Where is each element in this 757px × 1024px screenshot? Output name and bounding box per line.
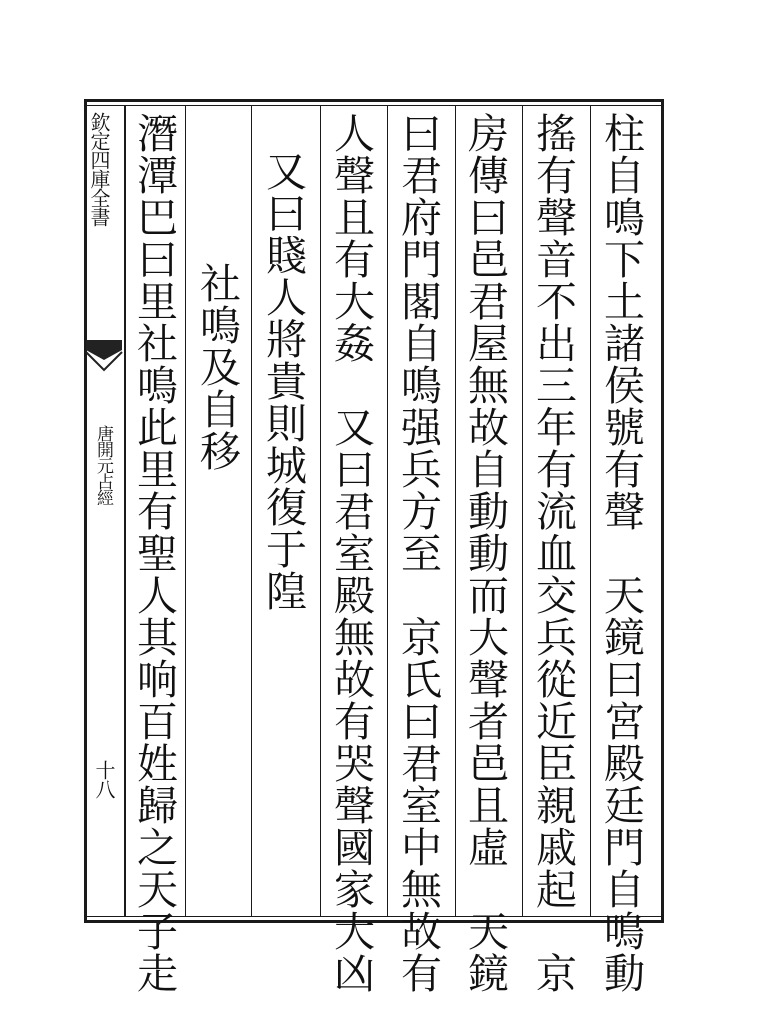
right-border <box>661 99 664 923</box>
text-column-8: 潛潭巴曰里社鳴此里有聖人其响百姓歸之天子走 <box>130 112 178 994</box>
book-title: 欽定四庫全書 <box>87 112 111 226</box>
column-divider <box>185 106 186 916</box>
text-column-2: 搖有聲音不出三年有流血交兵從近臣親戚起 京 <box>529 112 577 994</box>
column-divider <box>251 106 252 916</box>
column-divider <box>522 106 523 916</box>
text-column-1: 柱自鳴下土諸侯號有聲 天鏡曰宮殿廷門自鳴動 <box>597 112 645 994</box>
text-column-3: 房傳曰邑君屋無故自動動而大聲者邑且虛 天鏡 <box>461 112 509 994</box>
text-column-6: 又曰賤人將貴則城復于隍 <box>259 150 307 612</box>
text-column-7-heading: 社鳴及自移 <box>193 262 241 472</box>
top-border-thin <box>84 105 664 106</box>
text-column-5: 人聲且有大姦 又曰君室殿無故有哭聲國家大凶 <box>327 112 375 994</box>
column-divider <box>320 106 321 916</box>
gutter-divider <box>124 106 126 916</box>
column-divider <box>455 106 456 916</box>
fish-tail-mark-icon <box>84 338 124 372</box>
top-border-thick <box>84 99 664 102</box>
column-divider <box>387 106 388 916</box>
text-column-4: 曰君府門閣自鳴强兵方至 京氏曰君室中無故有 <box>394 112 442 994</box>
column-divider <box>590 106 591 916</box>
chapter-title: 唐開元占經 <box>93 425 113 505</box>
page-number: 十八 <box>92 760 116 798</box>
